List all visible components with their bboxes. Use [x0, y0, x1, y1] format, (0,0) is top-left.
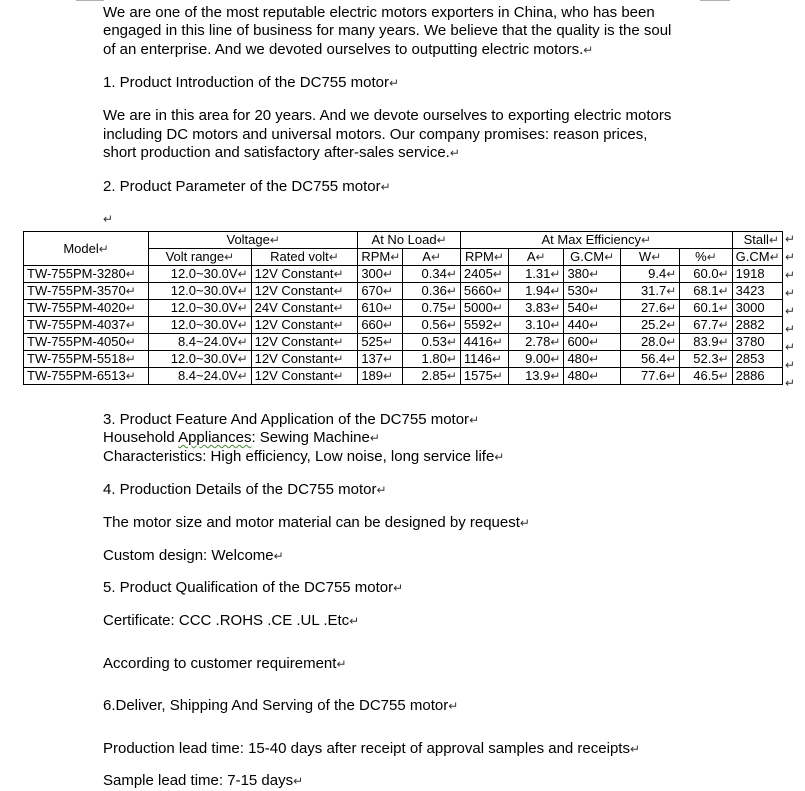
paragraph-mark: ↵: [393, 581, 404, 595]
cell-rated: 24V Constant↵: [251, 300, 358, 317]
sample-time-line: Sample lead time: 7-15 days↵: [103, 772, 304, 789]
cell-me-gcm: 480↵: [564, 368, 620, 385]
cell-nl-a: 0.36↵: [403, 283, 460, 300]
cell-model: TW-755PM-5518↵: [24, 351, 149, 368]
lead-time-line: Production lead time: 15-40 days after receipt of approval samples and receipts↵: [103, 740, 641, 757]
cell-me-a: 13.9↵: [509, 368, 564, 385]
paragraph-mark: ↵: [376, 483, 387, 497]
paragraph-mark: ↵: [629, 742, 641, 756]
subheader-volt-range: Volt range↵: [149, 249, 252, 266]
cell-me-gcm: 600↵: [564, 334, 620, 351]
cell-me-pct: 68.1↵: [680, 283, 732, 300]
cell-me-pct: 60.1↵: [680, 300, 732, 317]
intro-line-2: engaged in this line of business for many years. We believe that the quality is the soul: [103, 22, 672, 39]
cell-volt-range: 12.0~30.0V↵: [149, 283, 252, 300]
paragraph-mark: ↵: [469, 413, 480, 427]
row-end-mark: ↵: [785, 340, 796, 354]
cell-me-rpm: 5000↵: [460, 300, 508, 317]
cell-me-w: 77.6↵: [620, 368, 679, 385]
table-row: [24, 317, 783, 334]
cell-rated: 12V Constant↵: [251, 266, 358, 283]
paragraph-mark: ↵: [389, 76, 400, 90]
application-line: Household Appliances: Sewing Machine↵: [103, 429, 380, 446]
subheader-me-a: A↵: [509, 249, 564, 266]
table-header-row: [24, 232, 783, 249]
characteristics-line: Characteristics: High efficiency, Low noise, long service life↵: [103, 448, 505, 465]
cell-me-w: 9.4↵: [620, 266, 679, 283]
subheader-me-pct: %↵: [680, 249, 732, 266]
cell-me-w: 25.2↵: [620, 317, 679, 334]
paragraph-mark: ↵: [293, 774, 304, 788]
row-end-mark: ↵: [785, 304, 796, 318]
cell-me-w: 56.4↵: [620, 351, 679, 368]
cell-me-a: 1.94↵: [509, 283, 564, 300]
paragraph-mark: ↵: [336, 657, 347, 671]
cell-volt-range: 8.4~24.0V↵: [149, 334, 252, 351]
cell-volt-range: 12.0~30.0V↵: [149, 300, 252, 317]
header-max-efficiency: At Max Efficiency↵: [460, 232, 732, 249]
row-end-mark: ↵: [785, 286, 796, 300]
header-stall: Stall↵: [732, 232, 782, 249]
intro-line-3: of an enterprise. And we devoted ourselves to outputting electric motors.↵: [103, 41, 594, 58]
cell-rated: 12V Constant↵: [251, 351, 358, 368]
heading-4: 4. Production Details of the DC755 motor↵: [103, 481, 387, 498]
cell-nl-rpm: 300↵: [358, 266, 403, 283]
cell-rated: 12V Constant↵: [251, 283, 358, 300]
para-1-line-2: including DC motors and universal motors. Our company promises: reason prices,: [103, 126, 648, 143]
paragraph-mark: ↵: [273, 549, 284, 563]
cell-me-gcm: 380↵: [564, 266, 620, 283]
cell-nl-a: 1.80↵: [403, 351, 460, 368]
row-end-mark: ↵: [785, 232, 796, 246]
subheader-nl-rpm: RPM↵: [358, 249, 403, 266]
page-top-border-right: [700, 0, 730, 1]
paragraph-mark: ↵: [494, 450, 505, 464]
table-row: [24, 266, 783, 283]
paragraph-mark: ↵: [103, 212, 114, 226]
paragraph-mark: ↵: [519, 516, 530, 530]
cell-me-rpm: 2405↵: [460, 266, 508, 283]
cell-model: TW-755PM-4037↵: [24, 317, 149, 334]
cell-me-rpm: 4416↵: [460, 334, 508, 351]
cell-me-gcm: 530↵: [564, 283, 620, 300]
cell-stall: 2853: [732, 351, 782, 368]
cell-model: TW-755PM-4050↵: [24, 334, 149, 351]
row-end-mark: ↵: [785, 322, 796, 336]
cell-nl-rpm: 189↵: [358, 368, 403, 385]
cell-me-pct: 83.9↵: [680, 334, 732, 351]
para-1-line-3: short production and satisfactory after-sales service.↵: [103, 144, 460, 161]
table-row: [24, 300, 783, 317]
cell-model: TW-755PM-3570↵: [24, 283, 149, 300]
paragraph-mark: ↵: [449, 146, 460, 160]
table-row: [24, 368, 783, 385]
cell-stall: 1918: [732, 266, 782, 283]
cell-me-w: 28.0↵: [620, 334, 679, 351]
cell-me-pct: 60.0↵: [680, 266, 732, 283]
paragraph-mark: ↵: [583, 43, 594, 57]
cell-nl-rpm: 670↵: [358, 283, 403, 300]
cell-volt-range: 12.0~30.0V↵: [149, 351, 252, 368]
cell-rated: 12V Constant↵: [251, 334, 358, 351]
table-row: [24, 283, 783, 300]
cell-volt-range: 12.0~30.0V↵: [149, 317, 252, 334]
table-row: [24, 334, 783, 351]
header-model: Model↵: [24, 232, 149, 266]
cell-volt-range: 12.0~30.0V↵: [149, 266, 252, 283]
cell-me-a: 1.31↵: [509, 266, 564, 283]
subheader-me-w: W↵: [620, 249, 679, 266]
cell-nl-rpm: 610↵: [358, 300, 403, 317]
intro-line-1: We are one of the most reputable electric motors exporters in China, who has been: [103, 4, 655, 21]
cell-me-rpm: 1575↵: [460, 368, 508, 385]
cell-rated: 12V Constant↵: [251, 317, 358, 334]
paragraph-mark: ↵: [380, 180, 391, 194]
heading-6: 6.Deliver, Shipping And Serving of the DC755 motor↵: [103, 697, 459, 714]
cell-me-gcm: 480↵: [564, 351, 620, 368]
row-end-mark: ↵: [785, 358, 796, 372]
row-end-mark: ↵: [785, 376, 796, 390]
cell-me-pct: 67.7↵: [680, 317, 732, 334]
page-top-border-left: [76, 0, 104, 1]
header-voltage: Voltage↵: [149, 232, 358, 249]
heading-1: 1. Product Introduction of the DC755 motor↵: [103, 74, 400, 91]
row-end-mark: ↵: [785, 250, 796, 264]
cell-rated: 12V Constant↵: [251, 368, 358, 385]
cell-me-w: 27.6↵: [620, 300, 679, 317]
cell-me-a: 3.10↵: [509, 317, 564, 334]
cell-nl-a: 0.75↵: [403, 300, 460, 317]
heading-5: 5. Product Qualification of the DC755 motor↵: [103, 579, 404, 596]
cell-nl-rpm: 525↵: [358, 334, 403, 351]
paragraph-mark: ↵: [349, 614, 360, 628]
cell-me-a: 3.83↵: [509, 300, 564, 317]
cell-model: TW-755PM-4020↵: [24, 300, 149, 317]
cell-me-gcm: 440↵: [564, 317, 620, 334]
cell-me-a: 9.00↵: [509, 351, 564, 368]
subheader-me-rpm: RPM↵: [460, 249, 508, 266]
cell-stall: 3780: [732, 334, 782, 351]
cell-me-pct: 52.3↵: [680, 351, 732, 368]
custom-design-line: Custom design: Welcome↵: [103, 547, 284, 564]
paragraph-mark: ↵: [369, 431, 380, 445]
subheader-stall-gcm: G.CM↵: [732, 249, 782, 266]
table-row: [24, 351, 783, 368]
parameter-table: [23, 231, 783, 385]
cell-volt-range: 8.4~24.0V↵: [149, 368, 252, 385]
cell-me-rpm: 5592↵: [460, 317, 508, 334]
cell-nl-a: 2.85↵: [403, 368, 460, 385]
heading-2: 2. Product Parameter of the DC755 motor↵: [103, 178, 391, 195]
cell-nl-a: 0.56↵: [403, 317, 460, 334]
cell-nl-a: 0.53↵: [403, 334, 460, 351]
cell-me-w: 31.7↵: [620, 283, 679, 300]
cell-nl-a: 0.34↵: [403, 266, 460, 283]
cell-me-gcm: 540↵: [564, 300, 620, 317]
certificate-line: Certificate: CCC .ROHS .CE .UL .Etc↵: [103, 612, 360, 629]
cell-nl-rpm: 137↵: [358, 351, 403, 368]
paragraph-mark: ↵: [448, 699, 459, 713]
row-end-mark: ↵: [785, 268, 796, 282]
cell-me-a: 2.78↵: [509, 334, 564, 351]
subheader-rated-volt: Rated volt↵: [251, 249, 358, 266]
empty-paragraph: [103, 209, 113, 229]
cell-stall: 3423: [732, 283, 782, 300]
cell-nl-rpm: 660↵: [358, 317, 403, 334]
cell-stall: 2886: [732, 368, 782, 385]
heading-3: 3. Product Feature And Application of the DC755 motor↵: [103, 411, 480, 428]
subheader-me-gcm: G.CM↵: [564, 249, 620, 266]
cell-me-pct: 46.5↵: [680, 368, 732, 385]
cell-model: TW-755PM-3280↵: [24, 266, 149, 283]
para-1-line-1: We are in this area for 20 years. And we devote ourselves to exporting electric motors: [103, 107, 672, 124]
subheader-nl-a: A↵: [403, 249, 460, 266]
cell-me-rpm: 5660↵: [460, 283, 508, 300]
cell-me-rpm: 1146↵: [460, 351, 508, 368]
size-line: The motor size and motor material can be designed by request↵: [103, 514, 530, 531]
cell-model: TW-755PM-6513↵: [24, 368, 149, 385]
header-no-load: At No Load↵: [358, 232, 461, 249]
requirement-line: According to customer requirement↵: [103, 655, 347, 672]
cell-stall: 3000: [732, 300, 782, 317]
cell-stall: 2882: [732, 317, 782, 334]
